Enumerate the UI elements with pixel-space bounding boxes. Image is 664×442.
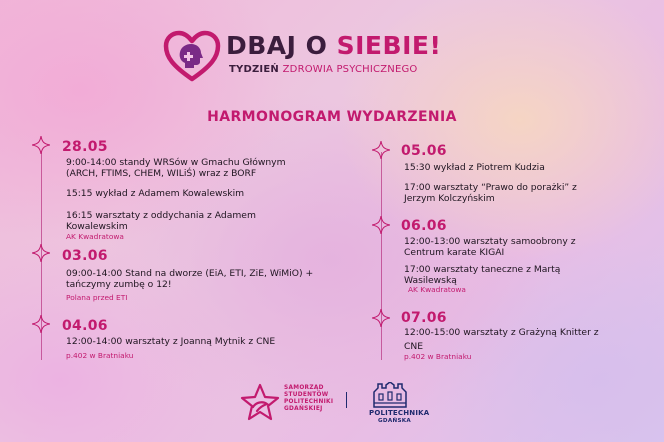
footer-divider <box>346 392 347 408</box>
diamond-marker-icon <box>372 216 390 234</box>
university-building-logo-icon <box>370 382 410 408</box>
diamond-marker-icon <box>32 244 50 262</box>
student-government-logo-icon <box>240 383 280 421</box>
date-label: 06.06 <box>401 218 447 234</box>
event-text: 17:00 warsztaty taneczne z Martą Wasilewską <box>404 264 561 286</box>
right-timeline-line <box>381 152 382 360</box>
heart-head-logo-icon <box>163 30 221 82</box>
subtitle-part2: ZDROWIA PSYCHICZNEGO <box>282 64 418 75</box>
date-label: 07.06 <box>401 310 447 326</box>
event-title <box>226 30 441 62</box>
event-text: 15:30 wykład z Piotrem Kudzia <box>404 162 545 173</box>
event-text: 16:15 warsztaty z oddychania z Adamem Kowalewskim <box>66 210 256 232</box>
diamond-marker-icon <box>32 136 50 154</box>
date-label: 28.05 <box>62 139 108 155</box>
date-label: 04.06 <box>62 318 108 334</box>
date-label: 03.06 <box>62 248 108 264</box>
event-text: 09:00-14:00 Stand na dworze (EiA, ETI, ZiE, WiMiO) + tańczymy zumbę o 12! <box>66 268 314 290</box>
event-text: 12:00-15:00 warsztaty z Grażyną Knitter z CNE <box>404 327 599 352</box>
diamond-marker-icon <box>372 141 390 159</box>
event-location: p.402 w Bratniaku <box>404 352 472 361</box>
subtitle-part1: TYDZIEŃ <box>229 64 283 75</box>
event-text: 12:00-14:00 warsztaty z Joanną Mytnik z CNE <box>66 336 276 347</box>
event-text: 15:15 wykład z Adamem Kowalewskim <box>66 188 245 199</box>
diamond-marker-icon <box>372 309 390 327</box>
date-label: 05.06 <box>401 143 447 159</box>
section-title: HARMONOGRAM WYDARZENIA <box>207 109 457 125</box>
event-text: 12:00-13:00 warsztaty samoobrony z Centrum karate KIGAI <box>404 236 576 258</box>
university-name: POLITECHNIKA <box>369 409 430 417</box>
event-text: 17:00 warsztaty “Prawo do porażki” z Jerzym Kolczyńskim <box>404 182 577 204</box>
event-location: p.402 w Bratniaku <box>66 351 134 360</box>
student-government-name: SAMORZĄD STUDENTÓW POLITECHNIKI GDAŃSKIEJ <box>284 385 334 412</box>
event-location: AK Kwadratowa <box>66 232 124 241</box>
title-part1: DBAJ O <box>226 31 337 60</box>
event-location: Polana przed ETI <box>66 293 128 302</box>
university-city: GDAŃSKA <box>378 418 412 424</box>
title-part2: SIEBIE! <box>336 31 442 60</box>
event-text: 9:00-14:00 standy WRSów w Gmachu Głównym (ARCH, FTIMS, CHEM, WILiŚ) wraz z BORF <box>66 157 286 179</box>
event-subtitle <box>229 64 418 75</box>
event-location: AK Kwadratowa <box>408 285 466 294</box>
diamond-marker-icon <box>32 315 50 333</box>
